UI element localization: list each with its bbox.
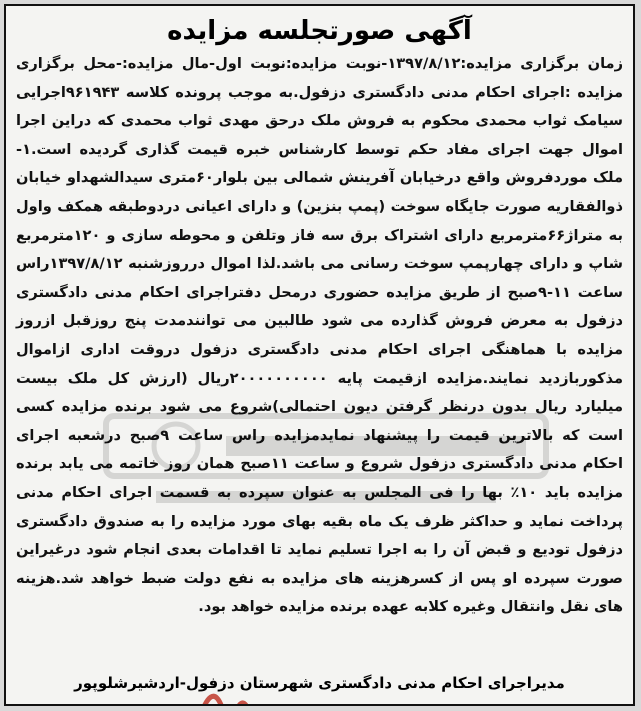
signature-line: مدیراجرای احکام مدنی دادگستری شهرستان دزفول-اردشیرشلوپور xyxy=(74,674,565,692)
notice-body: زمان برگزاری مزایده:۱۳۹۷/۸/۱۲-نوبت مزایده:نوبت اول-مال مزایده:-محل برگزاری مزایده :اجرای احکام مدنی دادگستری دزفول.به موجب پرونده کلاسه ۹۶۱۹۴۳اجرایی سیامک ثواب محمدی محکوم به فروش ملک درحق مهدی ثواب محمدی که دراین اجرا اموال جهت اجرای مفاد حکم توسط کارشناس خبره قیمت گذاری گردیده است.۱- ملک موردفروش واقع درخیابان آفرینش شمالی بین بلوار۶۰متری سیدالشهداو خیابان ذوالفقاریه صورت جایگاه سوخت (پمپ بنزین) و دارای اعیانی دردوطبقه همکف واول به متراژ۶۶مترمربع دارای اشتراک برق سه فاز وتلفن و محوطه سازی و ۱۲۰مترمربع شاپ و دارای چهارپمپ سوخت رسانی می باشد.لذا اموال درروزشنبه ۱۳۹۷/۸/۱۲راس ساعت ۱۱-۹صبح از طریق مزایده حضوری درمحل دفتراجرای احکام مدنی دادگستری دزفول به معرض فروش گذارده می شود طالبین می توانندمدت پنج روزقبل ازروز مزایده با هماهنگی اجرای احکام مدنی دادگستری دزفول دروقت اداری ازاموال مذکوربازدید نمایند.مزایده ازقیمت پایه ۲۰۰۰۰۰۰۰۰۰۰ریال (ارزش کل ملک بیست میلیارد ریال بدون درنظر گرفتن دیون احتمالی)شروع می شود برنده مزایده کسی است که بالاترین قیمت را پیشنهاد نمایدمزایده راس ساعت ۹صبح درشعبه اجرای احکام مدنی دادگستری دزفول شروع و ساعت ۱۱صبح همان روز خاتمه می یابد برنده مزایده باید ۱۰٪ بها را فی المجلس به عنوان سپرده به قسمت اجرای احکام مدنی پرداخت نماید و حداکثر ظرف یک ماه بقیه بهای مورد مزایده را به صندوق دادگستری دزفول تودیع و قبض آن را به اجرا تسلیم نماید تا اقدامات بعدی انجام شود درغیراین صورت سپرده او پس از کسرهزینه های مزایده به نفع دولت ضبط خواهد شد.هزینه های نقل وانتقال وغیره کلابه عهده برنده مزایده خواهد بود. xyxy=(16,55,623,616)
red-stamp-icon xyxy=(186,674,276,706)
auction-notice xyxy=(4,4,635,706)
notice-title: آگهی صورتجلسه مزایده xyxy=(167,16,472,46)
